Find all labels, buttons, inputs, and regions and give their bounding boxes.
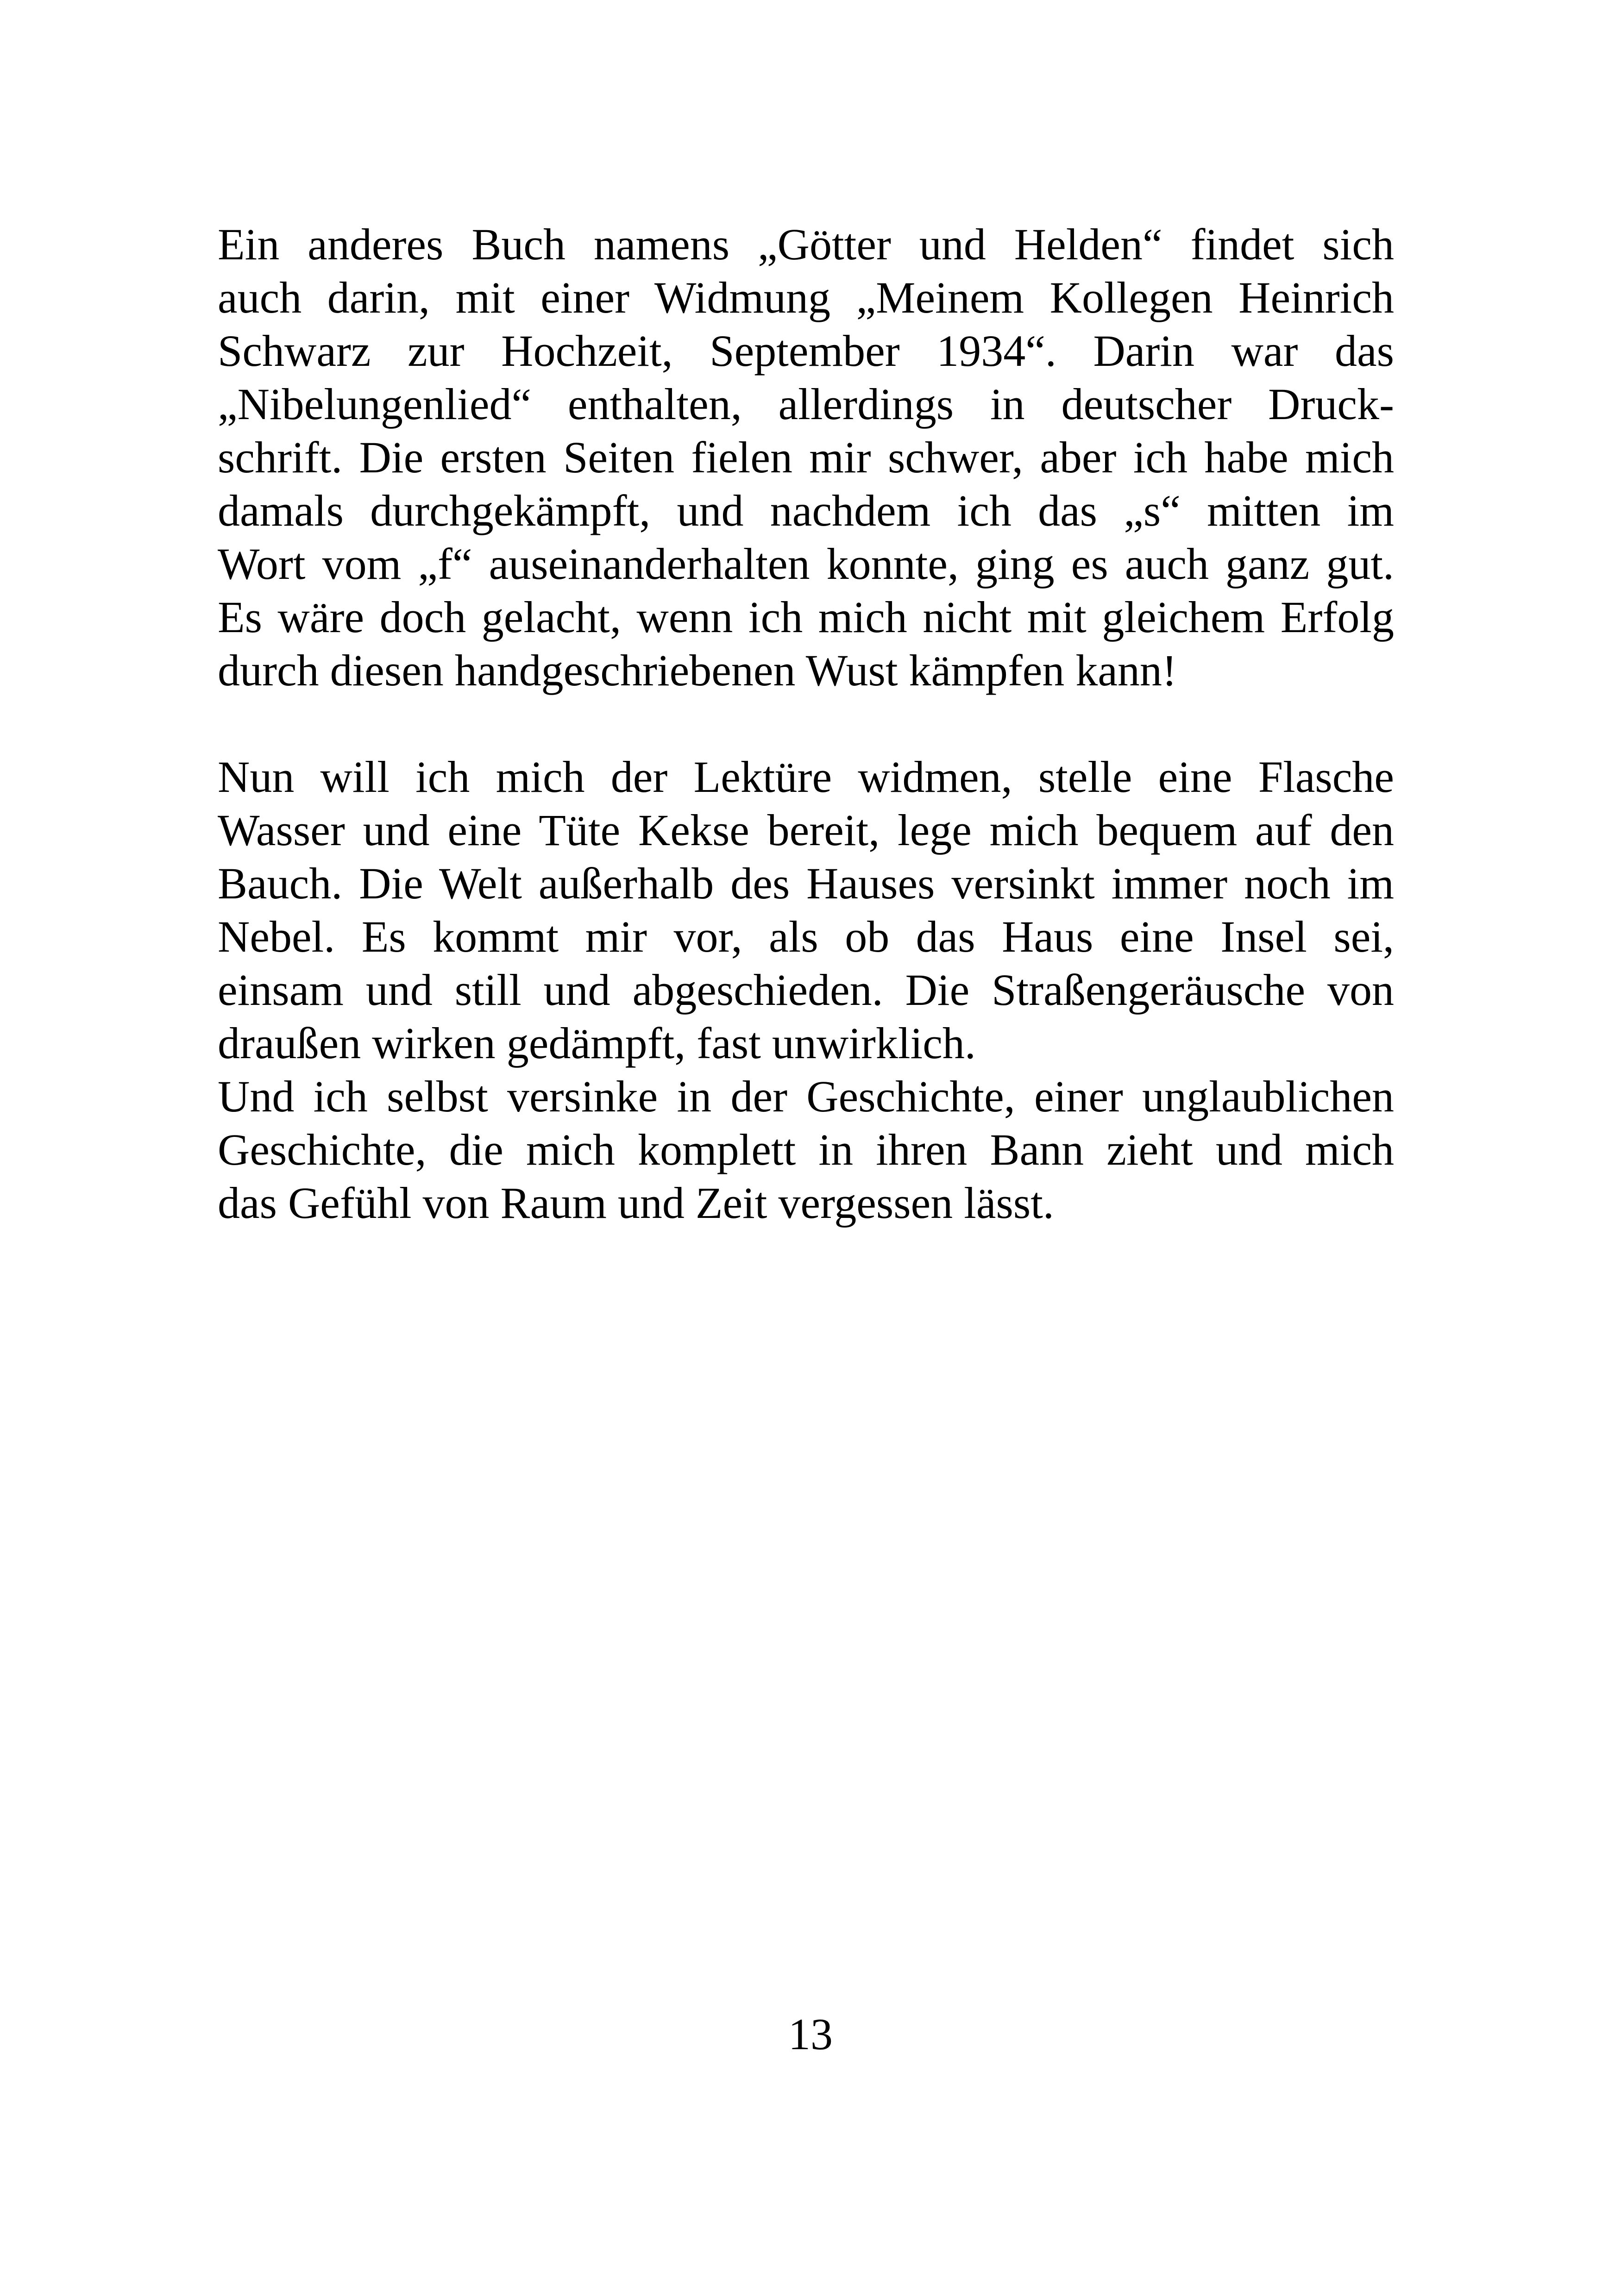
text-line: das Gefühl von Raum und Zeit vergessen lässt. [218, 1178, 1054, 1228]
text-line: Es wäre doch gelacht, wenn ich mich nicht mit gleichem Erfolg [218, 592, 1394, 642]
paragraph-1 [218, 218, 1394, 697]
text-line: Nebel. Es kommt mir vor, als ob das Haus eine Insel sei, [218, 912, 1394, 961]
text-line: Bauch. Die Welt außerhalb des Hauses versinkt immer noch im [218, 859, 1394, 908]
text-line: durch diesen handgeschriebenen Wust kämpfen kann! [218, 646, 1177, 695]
text-line: Ein anderes Buch namens „Götter und Helden“ findet sich [218, 220, 1394, 269]
text-line: Nun will ich mich der Lektüre widmen, stelle eine Flasche [218, 752, 1394, 802]
text-line: schrift. Die ersten Seiten fielen mir schwer, aber ich habe mich [218, 433, 1394, 482]
page-number: 13 [788, 2009, 833, 2059]
text-line: Und ich selbst versinke in der Geschichte, einer unglaublichen [218, 1072, 1394, 1121]
text-line: Wasser und eine Tüte Kekse bereit, lege mich bequem auf den [218, 805, 1394, 855]
text-line: Geschichte, die mich komplett in ihren Bann zieht und mich [218, 1125, 1394, 1174]
text-line: „Nibelungenlied“ enthalten, allerdings in deutscher Druck- [218, 379, 1394, 429]
text-line: einsam und still und abgeschieden. Die Straßengeräusche von [218, 965, 1394, 1015]
text-line: damals durchgekämpft, und nachdem ich das „s“ mitten im [218, 486, 1394, 535]
paragraph-2 [218, 750, 1394, 1230]
text-line: Wort vom „f“ auseinanderhalten konnte, ging es auch ganz gut. [218, 539, 1394, 589]
text-line: auch darin, mit einer Widmung „Meinem Kollegen Heinrich [218, 273, 1394, 322]
text-line: Schwarz zur Hochzeit, September 1934“. Darin war das [218, 326, 1394, 376]
text-line: draußen wirken gedämpft, fast unwirklich. [218, 1018, 976, 1068]
